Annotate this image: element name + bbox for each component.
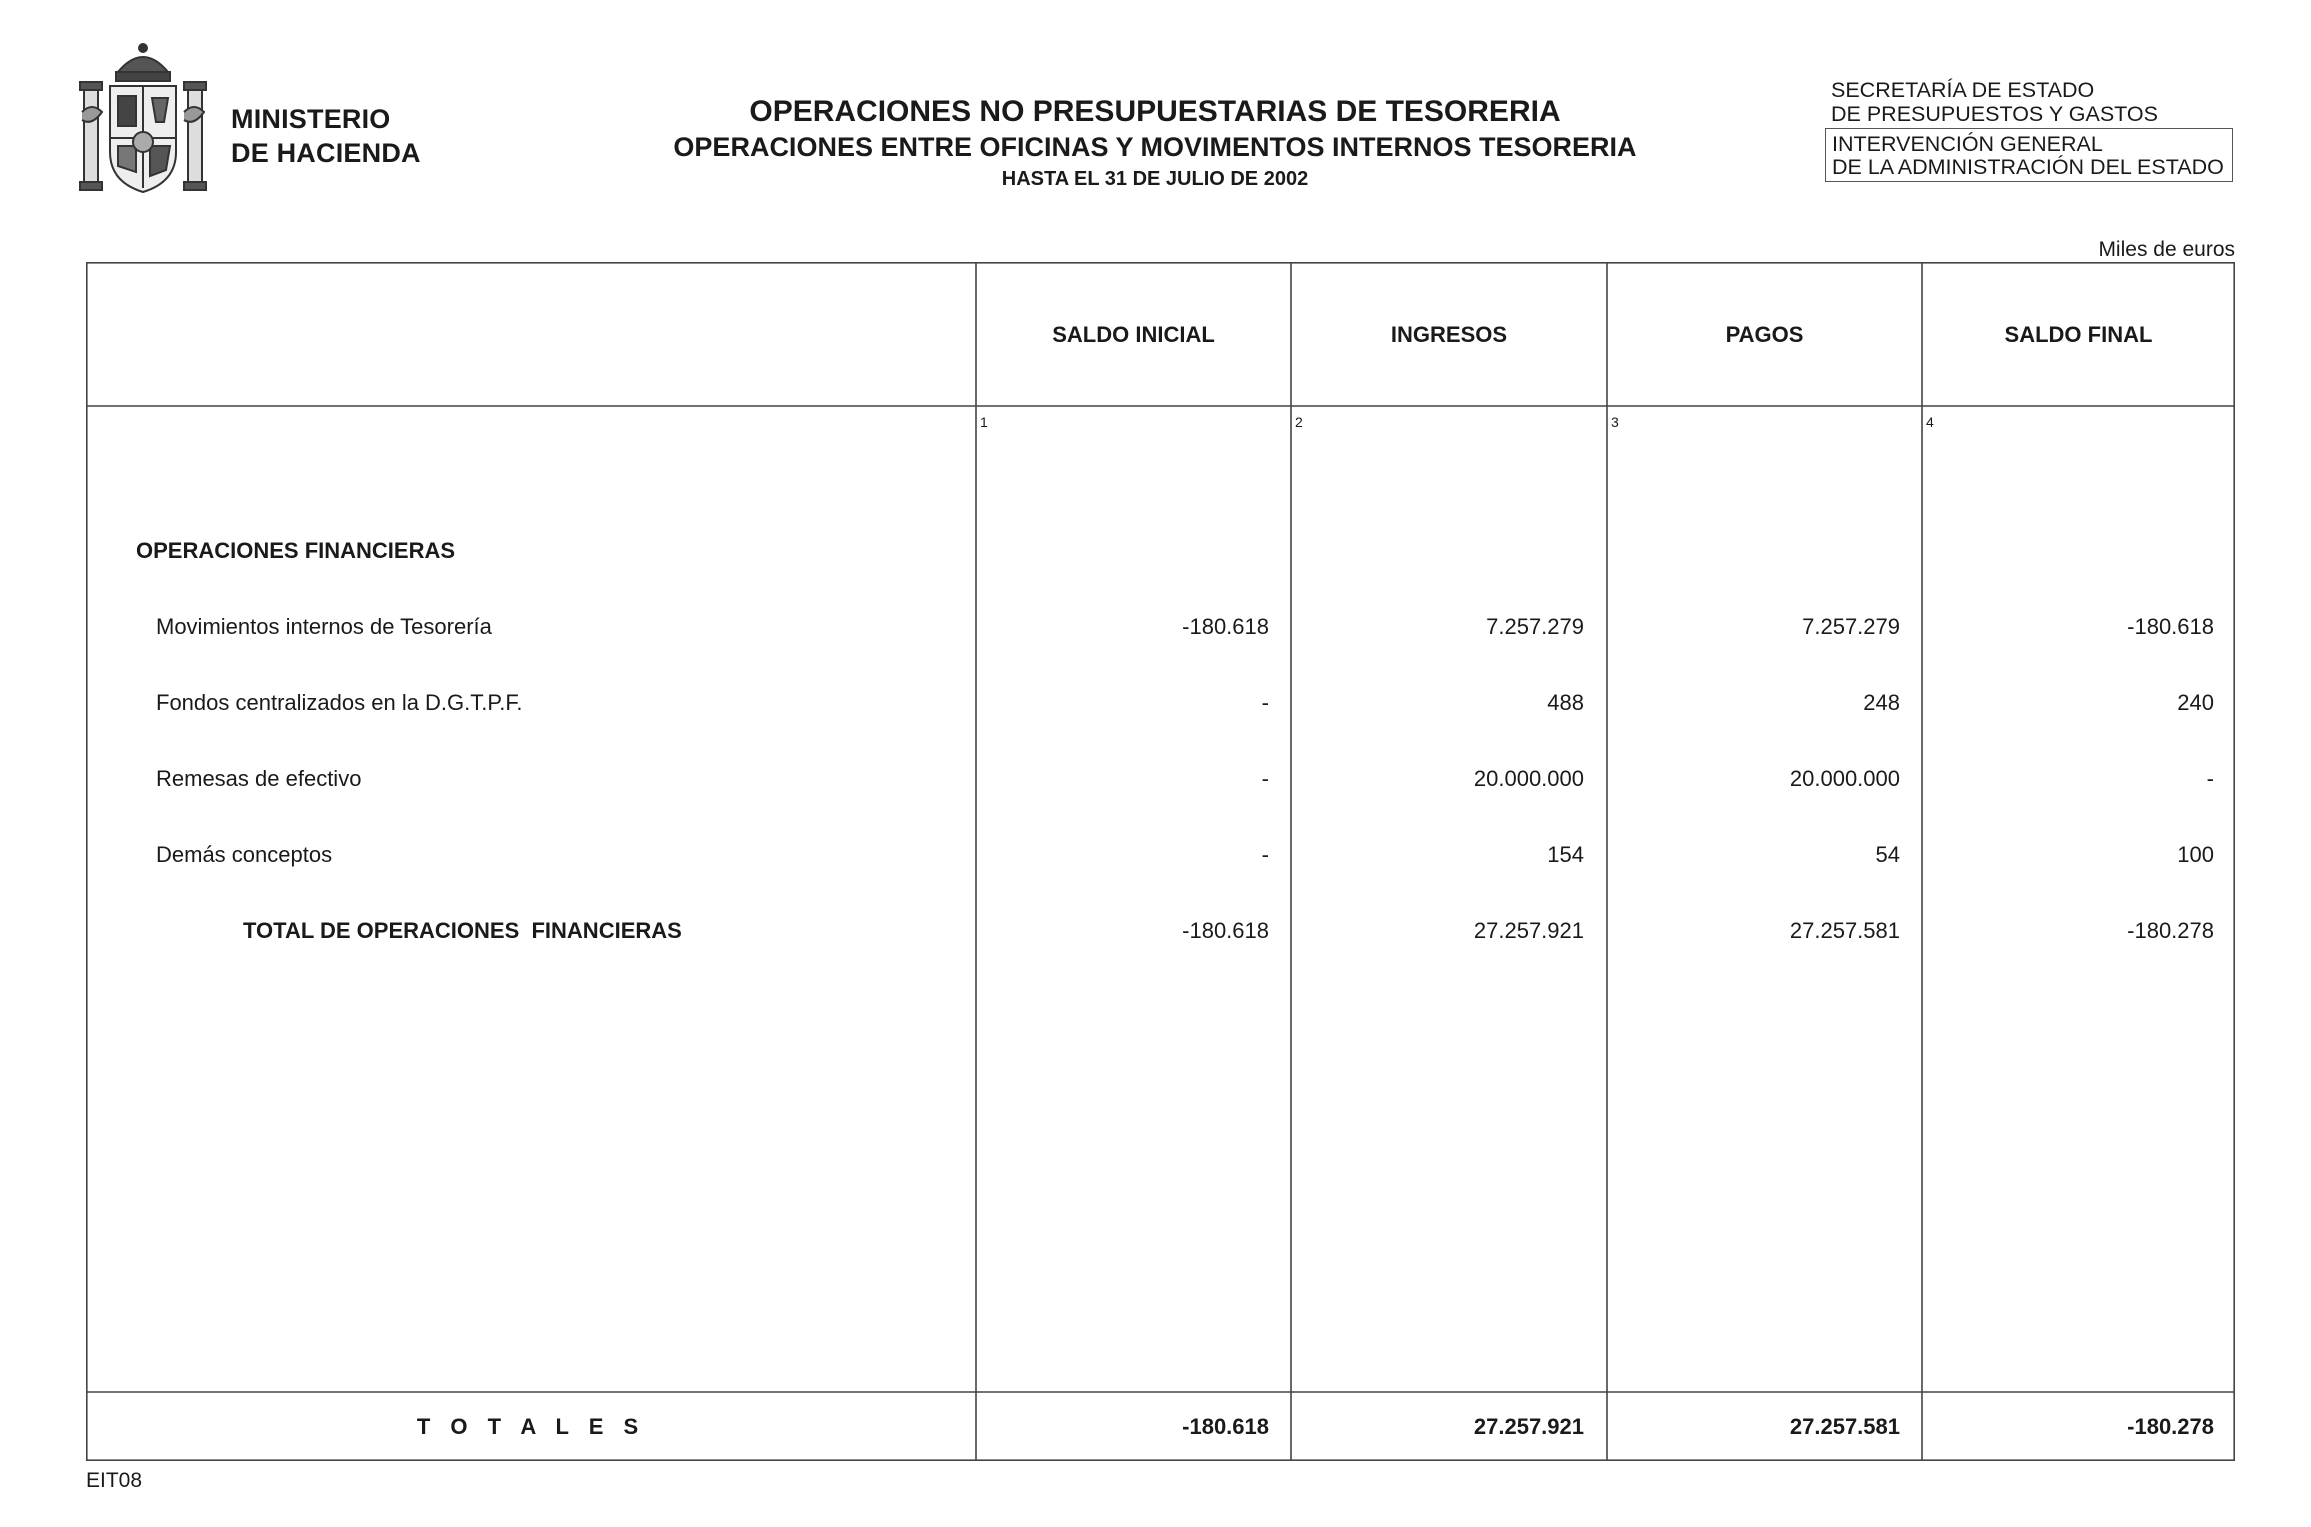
report-period: HASTA EL 31 DE JULIO DE 2002	[1001, 168, 1309, 190]
row-2-saldo-inicial: -	[1261, 690, 1269, 715]
column-header-saldo-inicial: SALDO INICIAL	[1052, 322, 1215, 347]
row-label-remesas-efectivo: Remesas de efectivo	[156, 766, 362, 791]
report-subtitle: OPERACIONES ENTRE OFICINAS Y MOVIMENTOS INTERNOS TESORERIA	[673, 132, 1637, 162]
row-1-pagos: 7.257.279	[1802, 614, 1900, 639]
secretariat-line-1: SECRETARÍA DE ESTADO	[1831, 78, 2095, 102]
row-4-pagos: 54	[1875, 842, 1900, 867]
grand-total-ingresos: 27.257.921	[1473, 1414, 1584, 1439]
row-3-pagos: 20.000.000	[1789, 766, 1900, 791]
row-1-saldo-inicial: -180.618	[1182, 614, 1269, 639]
grand-total-label: T O T A L E S	[416, 1414, 646, 1439]
secretariat-line-2: DE PRESUPUESTOS Y GASTOS	[1831, 102, 2158, 126]
intervencion-box	[1825, 128, 2233, 182]
row-4-ingresos: 154	[1547, 842, 1584, 867]
section-total-pagos: 27.257.581	[1789, 918, 1900, 943]
row-2-ingresos: 488	[1547, 690, 1584, 715]
column-header-ingresos: INGRESOS	[1390, 322, 1508, 347]
section-title: OPERACIONES FINANCIERAS	[136, 538, 456, 563]
row-1-saldo-final: -180.618	[2127, 614, 2214, 639]
row-1-ingresos: 7.257.279	[1486, 614, 1584, 639]
row-3-saldo-inicial: -	[1261, 766, 1269, 791]
ministry-line-1: MINISTERIO	[231, 104, 391, 134]
column-header-saldo-final: SALDO FINAL	[2004, 322, 2153, 347]
grand-total-pagos: 27.257.581	[1789, 1414, 1900, 1439]
column-number-4: 4	[1926, 414, 1934, 430]
row-3-saldo-final: -	[2206, 766, 2214, 791]
units-label: Miles de euros	[2098, 238, 2235, 261]
row-4-saldo-final: 100	[2177, 842, 2214, 867]
intervencion-line-2: DE LA ADMINISTRACIÓN DEL ESTADO	[1832, 155, 2224, 179]
ministry-line-2: DE HACIENDA	[231, 138, 421, 168]
grand-total-saldo-final: -180.278	[2127, 1414, 2214, 1439]
column-number-1: 1	[980, 414, 988, 430]
column-number-2: 2	[1295, 414, 1303, 430]
secretariat-name	[1831, 78, 2158, 126]
row-4-saldo-inicial: -	[1261, 842, 1269, 867]
row-3-ingresos: 20.000.000	[1473, 766, 1584, 791]
row-2-saldo-final: 240	[2177, 690, 2214, 715]
section-total-ingresos: 27.257.921	[1473, 918, 1584, 943]
column-header-pagos: PAGOS	[1725, 322, 1804, 347]
row-2-pagos: 248	[1863, 690, 1900, 715]
report-title: OPERACIONES NO PRESUPUESTARIAS DE TESORERIA	[749, 95, 1561, 128]
ministry-name	[231, 102, 421, 170]
form-code: EIT08	[86, 1469, 143, 1492]
grand-total-saldo-inicial: -180.618	[1182, 1414, 1269, 1439]
section-total-saldo-inicial: -180.618	[1182, 918, 1269, 943]
coat-of-arms-icon	[78, 42, 208, 198]
row-label-demas-conceptos: Demás conceptos	[156, 842, 333, 867]
column-number-3: 3	[1611, 414, 1619, 430]
intervencion-line-1: INTERVENCIÓN GENERAL	[1832, 132, 2103, 156]
section-total-saldo-final: -180.278	[2127, 918, 2214, 943]
section-total-label: TOTAL DE OPERACIONES FINANCIERAS	[243, 918, 682, 943]
row-label-movimientos-internos: Movimientos internos de Tesorería	[156, 614, 492, 639]
row-label-fondos-centralizados: Fondos centralizados en la D.G.T.P.F.	[156, 690, 523, 715]
report-titles	[640, 94, 1670, 192]
